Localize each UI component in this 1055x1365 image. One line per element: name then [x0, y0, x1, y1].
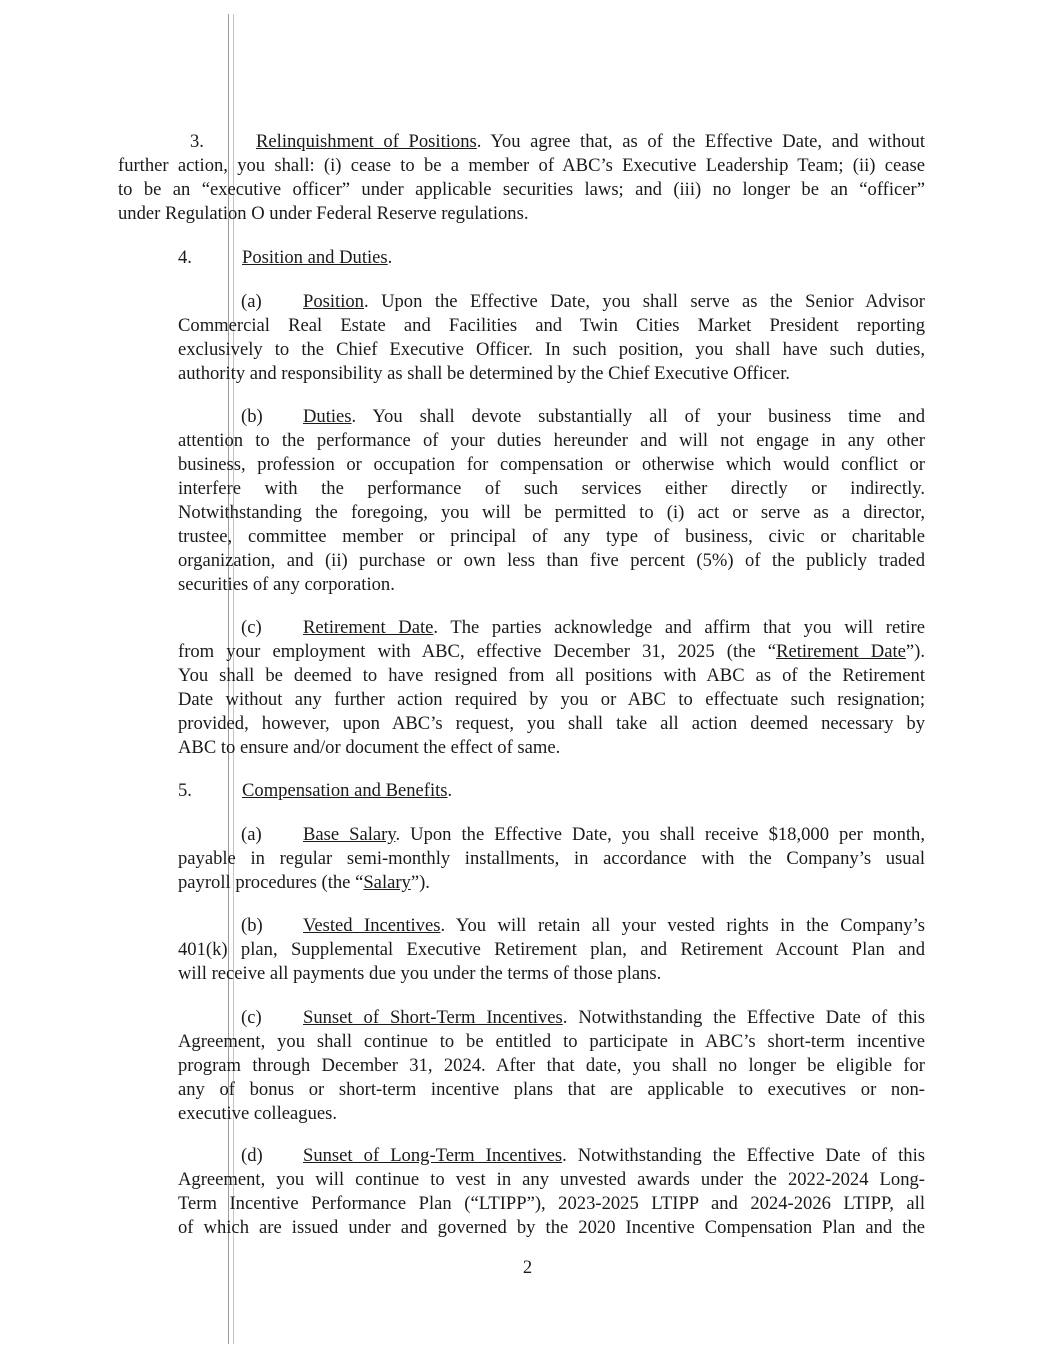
subsection-label: (d)	[241, 1145, 263, 1166]
body-line: business, profession or occupation for compensation or otherwise which would conflict or	[178, 454, 925, 475]
subsection-label: (c)	[241, 1007, 262, 1028]
body-line: You shall be deemed to have resigned from all positions with ABC as of the Retirement	[178, 665, 925, 686]
body-line: further action, you shall: (i) cease to be a member of ABC’s Executive Leadership Team; (ii) cease	[118, 155, 925, 176]
subsection-title: Retirement Date	[303, 617, 434, 638]
body-line: Agreement, you shall continue to be entitled to participate in ABC’s short-term incentive	[178, 1031, 925, 1052]
section-heading: Relinquishment of Positions	[256, 131, 477, 152]
body-line: 401(k) plan, Supplemental Executive Retirement plan, and Retirement Account Plan and	[178, 939, 925, 960]
body-line: to be an “executive officer” under applicable securities laws; and (iii) no longer be an “officer”	[118, 179, 925, 200]
body-line: any of bonus or short-term incentive plans that are applicable to executives or non-	[178, 1079, 925, 1100]
subsection-title: Sunset of Short-Term Incentives	[303, 1007, 563, 1028]
body-line: payable in regular semi-monthly installments, in accordance with the Company’s usual	[178, 848, 925, 869]
body-line: provided, however, upon ABC’s request, you shall take all action deemed necessary by	[178, 713, 925, 734]
body-line: Notwithstanding the foregoing, you will be permitted to (i) act or serve as a director,	[178, 502, 925, 523]
subsection-5b: (b) Vested Incentives. You will retain all your vested rights in the Company’s 401(k) plan, Supplemental Executive Retirement plan, and Retirement Account Plan and will receive all payments due you under the terms of those plans.	[178, 915, 925, 984]
subsection-5d: (d) Sunset of Long-Term Incentives. Notwithstanding the Effective Date of this Agreement, you will continue to vest in any unvested awards under the 2022-2024 Long- Term Incentive Performance Plan (“LTIPP”), 2023-2025 LTIPP and 2024-2026 LTIPP, all of which are issued under and governed by the 2020 Incentive Compensation Plan and the	[178, 1145, 925, 1238]
body-line: executive colleagues.	[178, 1103, 338, 1124]
body-line: ABC to ensure and/or document the effect of same.	[178, 737, 561, 758]
section-5-heading: 5. Compensation and Benefits.	[178, 780, 453, 801]
section-number: 4.	[178, 247, 192, 268]
subsection-label: (b)	[241, 915, 263, 936]
subsection-title: Base Salary	[303, 824, 396, 845]
body-line: of which are issued under and governed by the 2020 Incentive Compensation Plan and the	[178, 1217, 925, 1238]
defined-term: Retirement Date	[776, 641, 906, 662]
body-line: under Regulation O under Federal Reserve regulations.	[118, 203, 529, 224]
body-line: trustee, committee member or principal of any type of business, civic or charitable	[178, 526, 925, 547]
body-line: Commercial Real Estate and Facilities and Twin Cities Market President reporting	[178, 315, 925, 336]
body-line: interfere with the performance of such services either directly or indirectly.	[178, 478, 925, 499]
body-line: Date without any further action required by you or ABC to effectuate such resignation;	[178, 689, 925, 710]
page-number: 2	[522, 1257, 533, 1278]
section-3: 3. Relinquishment of Positions. You agree that, as of the Effective Date, and without further action, you shall: (i) cease to be a member of ABC’s Executive Leadership Team; (ii) cease to be an “executive officer” under applicable securities laws; and (iii) no longer be an “officer” under Regulation O under Federal Reserve regulations.	[118, 131, 925, 224]
defined-term: Salary	[363, 872, 411, 893]
body-line: securities of any corporation.	[178, 574, 395, 595]
body-line: will receive all payments due you under the terms of those plans.	[178, 963, 662, 984]
subsection-4b: (b) Duties. You shall devote substantially all of your business time and attention to the performance of your duties hereunder and will not engage in any other business, profession or occupation for compensation or otherwise which would conflict or interfere with the performance of such services either directly or indirectly. Notwithstanding the foregoing, you will be permitted to (i) act or serve as a director, trustee, committee member or principal of any type of business, civic or charitable organization, and (ii) purchase or own less than five percent (5%) of the publicly traded securities of any corporation.	[178, 406, 925, 595]
section-heading: Compensation and Benefits	[242, 780, 448, 801]
section-4-heading: 4. Position and Duties.	[178, 247, 393, 268]
body-line: program through December 31, 2024. After that date, you shall no longer be eligible for	[178, 1055, 925, 1076]
subsection-title: Vested Incentives	[303, 915, 441, 936]
body-line: Agreement, you will continue to vest in any unvested awards under the 2022-2024 Long-	[178, 1169, 925, 1190]
subsection-5c: (c) Sunset of Short-Term Incentives. Notwithstanding the Effective Date of this Agreement, you shall continue to be entitled to participate in ABC’s short-term incentive program through December 31, 2024. After that date, you shall no longer be eligible for any of bonus or short-term incentive plans that are applicable to executives or non- executive colleagues.	[178, 1007, 925, 1124]
section-number: 3.	[190, 131, 204, 152]
subsection-label: (b)	[241, 406, 263, 427]
section-number: 5.	[178, 780, 192, 801]
subsection-label: (c)	[241, 617, 262, 638]
body-line: Term Incentive Performance Plan (“LTIPP”), 2023-2025 LTIPP and 2024-2026 LTIPP, all	[178, 1193, 925, 1214]
subsection-label: (a)	[241, 291, 262, 312]
subsection-title: Sunset of Long-Term Incentives	[303, 1145, 563, 1166]
body-line: authority and responsibility as shall be determined by the Chief Executive Officer.	[178, 363, 791, 384]
body-line: exclusively to the Chief Executive Officer. In such position, you shall have such duties,	[178, 339, 925, 360]
subsection-title: Duties	[303, 406, 352, 427]
body-line: attention to the performance of your duties hereunder and will not engage in any other	[178, 430, 925, 451]
subsection-4c: (c) Retirement Date. The parties acknowledge and affirm that you will retire from your employment with ABC, effective December 31, 2025 (the “Retirement Date”). You shall be deemed to have resigned from all positions with ABC as of the Retirement Date without any further action required by you or ABC to effectuate such resignation; provided, however, upon ABC’s request, you shall take all action deemed necessary by ABC to ensure and/or document the effect of same.	[178, 617, 925, 758]
subsection-4a: (a) Position. Upon the Effective Date, you shall serve as the Senior Advisor Commercial Real Estate and Facilities and Twin Cities Market President reporting exclusively to the Chief Executive Officer. In such position, you shall have such duties, authority and responsibility as shall be determined by the Chief Executive Officer.	[178, 291, 925, 384]
section-heading: Position and Duties	[242, 247, 388, 268]
subsection-label: (a)	[241, 824, 262, 845]
body-line: payroll procedures (the “	[178, 872, 364, 893]
body-line: from your employment with ABC, effective December 31, 2025 (the “	[178, 641, 777, 662]
subsection-5a: (a) Base Salary. Upon the Effective Date, you shall receive $18,000 per month, payable in regular semi-monthly installments, in accordance with the Company’s usual payroll procedures (the “Salary”).	[178, 824, 925, 893]
subsection-title: Position	[303, 291, 364, 312]
body-line: organization, and (ii) purchase or own less than five percent (5%) of the publicly traded	[178, 550, 925, 571]
